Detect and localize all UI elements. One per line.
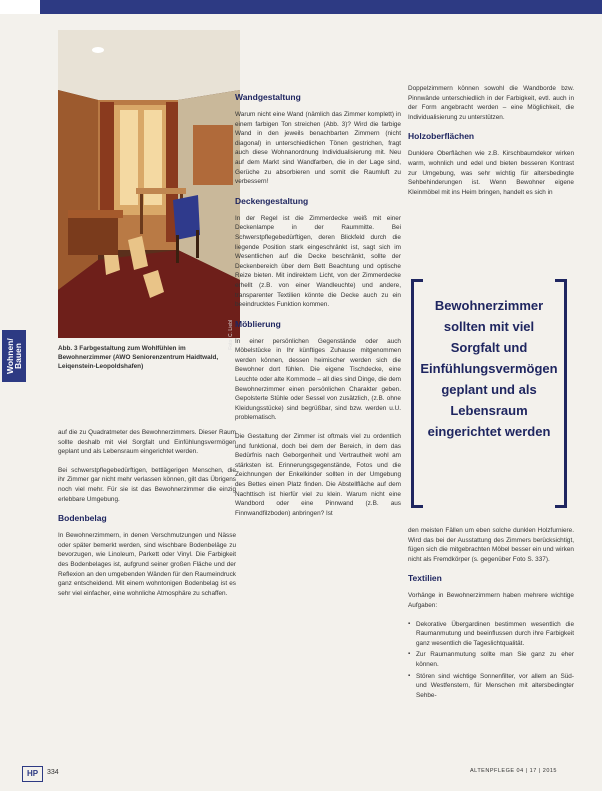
paragraph: Dunklere Oberflächen wie z.B. Kirschbaumdekor wirken warm, wohnlich und edel und bieten besseren Kontrast zur Umgebung, was sehr wichtig für altersbedingte Sehbehinderungen ist. Wenn Bewohner eigene Kleinmöbel mit ins Heim bringen, handelt es sich in [408,150,574,196]
page-number: 334 [47,769,59,776]
heading-holzoberflaechen: Holzoberflächen [408,131,475,142]
bullet-list [408,620,574,701]
paragraph: auf die zu Quadratmeter des Bewohnerzimmers. Dieser Raum sollte deshalb mit viel Sorgfalt und Einfühlungsvermögen geplant und als Lebensraum eingerichtet werden. [58,429,236,456]
paragraph: In Bewohnerzimmern, in denen Verschmutzungen und Nässe oder später bemerkt werden, sind wischbare Bodenbeläge zu bevorzugen, wie Linoleum, Parkett oder Vinyl. Die Farbigkeit des Bodenbelages ist, aufgrund seiner großen Fläche und der Reflexion an den umgebenden Wänden für den Raumeindruck ganz entscheidend. Mit einem wohntonigen Bodenbelag ist es sehr viel einfacher, eine wohnliche Atmosphäre zu schaffen. [58,532,236,597]
column-3-top [408,84,574,206]
pull-quote-text: Bewohnerzimmer sollten mit viel Sorgfalt und Einfühlungsvermögen geplant und als Lebensraum eingerichtet werden [420,298,558,439]
paragraph: den meisten Fällen um eben solche dunklen Holzfurniere. Wird das bei der Ausstattung des Zimmers berücksichtigt, fügen sich die mitgebrachten Möbel besser ein und wirken nicht als Fremdkörper (s. gegenüber Foto S. 337). [408,527,574,563]
paragraph: Die Gestaltung der Zimmer ist oftmals viel zu ordentlich und funktional, doch bei dem der Bereich, in dem das Bedürfnis nach Geborgenheit und Vertrautheit wohl am stärksten ist. Erinnerungsgegenstände, Fotos und die Zeichnungen der Enkelkinder sollten in der Umgebung des Bettes einen Platz finden. Die Abstellfläche auf dem Nachttisch ist hierfür viel zu klein. Warum nicht eine Wandbord oder eine Pinnwand (z.B. aus Finnwandfilzboden) anbringen? Ist [235,433,401,517]
issue-info: ALTENPFLEGE 04 | 17 | 2015 [470,768,557,774]
paragraph: Doppelzimmern können sowohl die Wandborde bzw. Pinnwände unterschiedlich in der Farbigkeit, evtl. auch in der Form angebracht werden – eine Möglichkeit, die Individualisierung zu unterstützen. [408,85,574,121]
paragraph: Bei schwerstpflegebedürftigen, bettlägerigen Menschen, die ihr Zimmer gar nicht mehr verlassen können, gilt das Übrigens noch viel mehr. Für sie ist das Bewohnerzimmer die einzig erlebbare Umgebung. [58,466,236,503]
heading-wandgestaltung: Wandgestaltung [235,92,301,102]
photo-credit: Foto: C. Liebl [228,320,234,350]
heading-moeblierung: Möblierung [235,318,281,329]
list-item: ▪ Zur Raumanmutung sollte man Sie ganz zu eher können. [416,650,574,669]
top-margin [0,0,40,14]
section-tab [2,330,26,382]
pull-quote [411,279,567,508]
heading-textilien: Textilien [408,573,442,584]
magazine-logo: HP [22,766,43,782]
paragraph: Warum nicht eine Wand (nämlich das Zimmer komplett) in einem farbigen Ton streichen (Abb. 3)? Wird die farbige Wand in den jeweils benachbarten Zimmern (nicht diagonal) in unterschiedlichen Tönen gestrichen, fragt auch diese Wohnanordnung Individualisierung mit. Neu auf dem Markt sind Wandfarben, die in der Lage sind, Gerüche zu absorbieren und somit die Raumluft zu verbessern! [235,111,401,186]
room-photo [58,30,240,338]
paragraph: Vorhänge in Bewohnerzimmern haben mehrere wichtige Aufgaben: [408,592,574,609]
column-2 [235,86,401,527]
photo-caption: Abb. 3 Farbgestaltung zum Wohlfühlen im Bewohnerzimmer (AWO Seniorenzentrum Haidtwald, Leiqenstein-Leopoldshafen) [58,345,219,370]
paragraph: In einer persönlichen Gegenstände oder auch Möbelstücke in Ihr künftiges Zuhause mitgenommen werden können, dessen heimischer werden sich die Bewohner dort fühlen. Die eigene Tischdecke, eine Leuchte oder alte Kommode – all dies sind Dinge, die dem Bewohnerzimmer einen persönlichen Charakter geben. Gepolsterte Stühle oder Sessel von zusätzlich, (z.B. ohne Kleidungsstücke) sind begrüßbar, sind bzw. werden u.U. problematisch. [235,337,401,422]
heading-bodenbelag: Bodenbelag [58,513,107,524]
list-item: ▪ Dekorative Übergardinen bestimmen wesentlich die Raumanmutung und beeinflussen durch ihre Farbigkeit ganz wesentlich die Tageslichtqualität. [416,620,574,649]
paragraph: In der Regel ist die Zimmerdecke weiß mit einer Deckenlampe in der Raummitte. Bei Schwerstpflegebedürftigen, deren Blickfeld durch die liegende Position stark eingeschränkt ist, sagt sich im Wesentlichen auf die Decke beschränkt, sollte der Deckenbereich über dem Bett Beachtung und optische Reize bieten. Mit indirektem Licht, von der Zimmerdecke erhellt (z.B. von einer Wandleuchte) und andere, transparenter Textilien könnte die Decke auch zu ein beeindrucktes Funktion kommen. [235,214,401,309]
top-color-bar [40,0,602,14]
column-3-bottom [408,526,574,702]
column-1 [58,428,236,607]
heading-deckengestaltung: Deckengestaltung [235,195,309,206]
list-item: ▪ Stören sind wichtige Sonnenfilter, vor allem an Süd- und Westfenstern, für Menschen mit altersbedingter Sehbe- [416,672,574,701]
section-tab-label: Wohnen/ Bauen [5,338,23,374]
